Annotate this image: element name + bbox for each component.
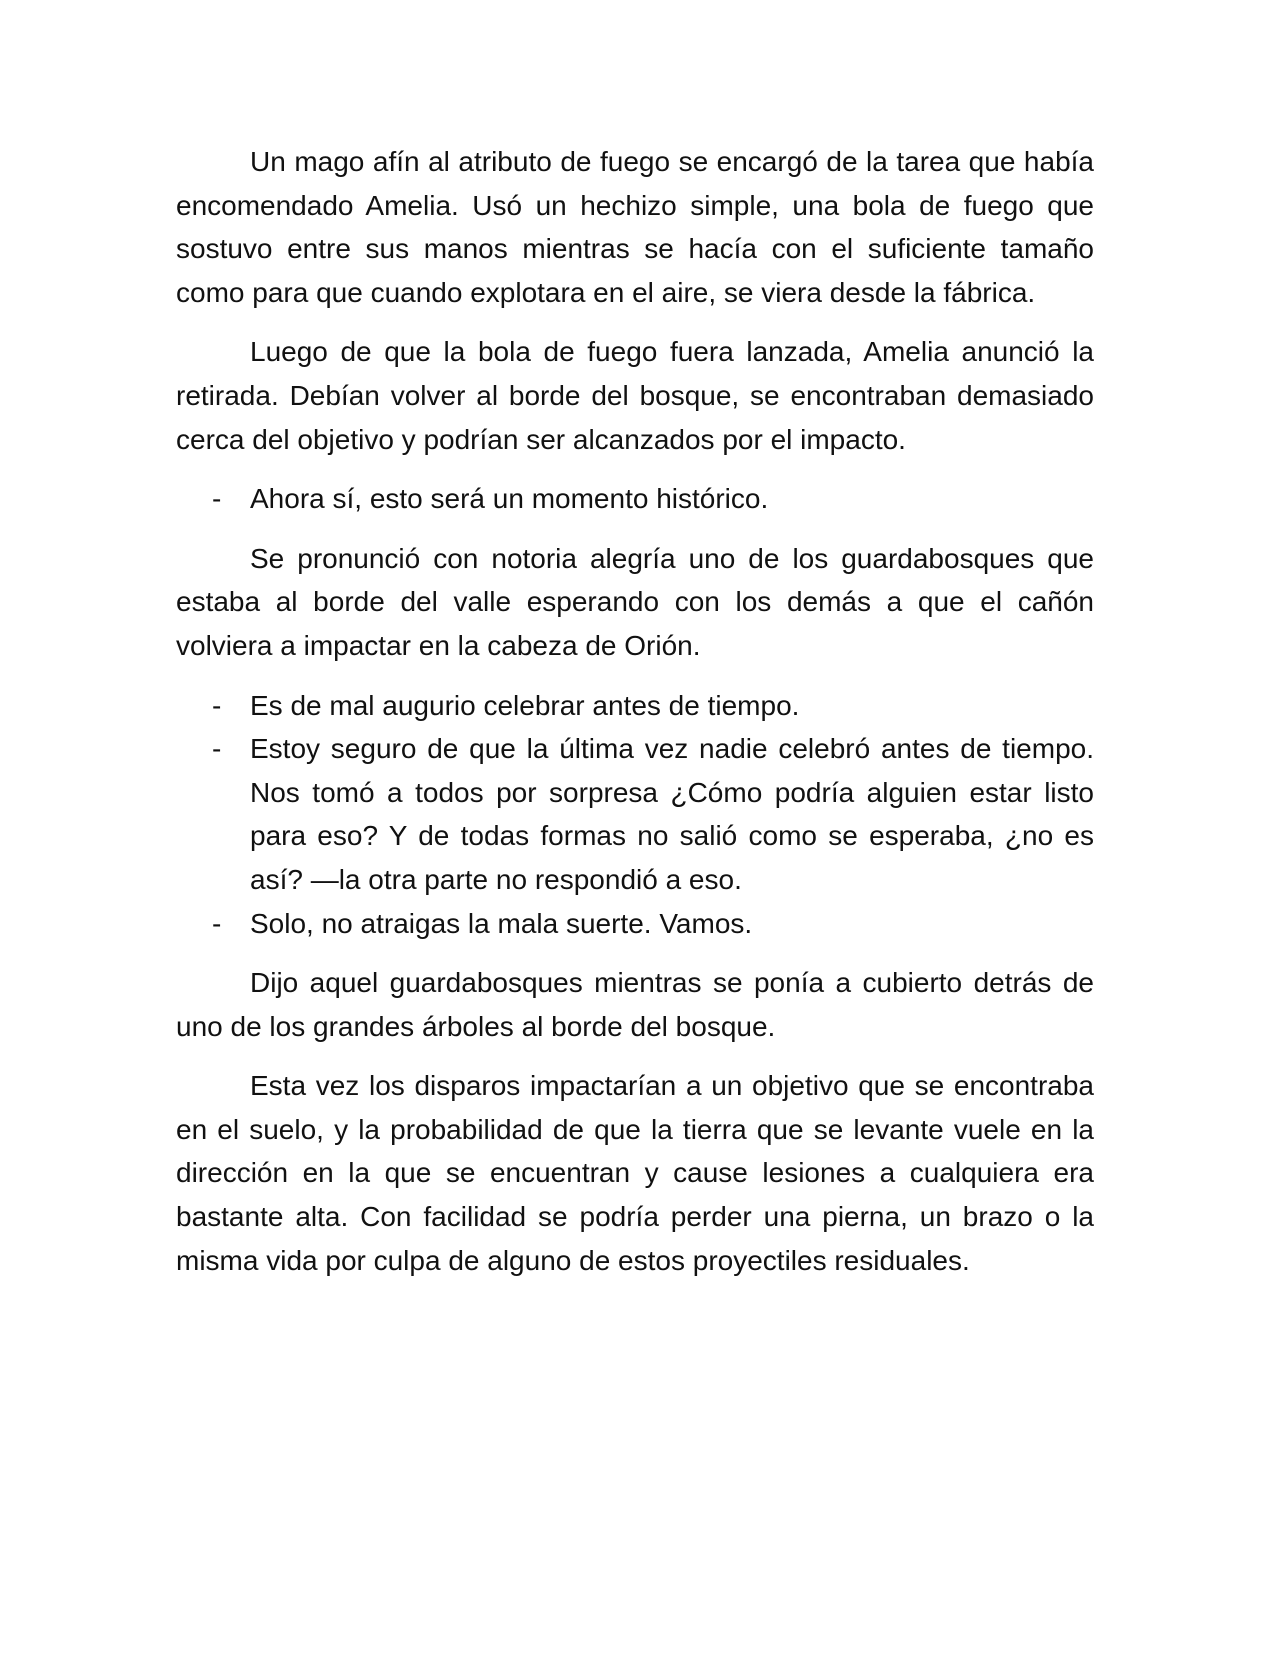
dialogue-dash: - xyxy=(212,907,222,939)
dialogue-text: Ahora sí, esto será un momento histórico. xyxy=(250,483,769,515)
paragraph: Esta vez los disparos impactarían a un objetivo que se encontraba en el suelo, y la probabilidad de que la tierra que se levante vuele en la dirección en la que se encuentran y cause lesiones a cualquiera era bastante alta. Con facilidad se podría perder una pierna, un brazo o la misma vida por culpa de alguno de estos proyectiles residuales. xyxy=(176,1070,1094,1276)
document-page xyxy=(176,140,1094,1298)
dialogue-text: Solo, no atraigas la mala suerte. Vamos. xyxy=(250,907,753,939)
dialogue-line xyxy=(176,477,1094,521)
dialogue-line xyxy=(176,684,1094,728)
dialogue-text: Estoy seguro de que la última vez nadie celebró antes de tiempo. Nos tomó a todos por sorpresa ¿Cómo podría alguien estar listo para eso? Y de todas formas no salió como se esperaba, ¿no es así? —la otra parte no respondió a eso. xyxy=(250,733,1094,895)
dialogue-line xyxy=(176,727,1094,901)
dialogue-dash: - xyxy=(212,733,222,765)
dialogue-group xyxy=(176,684,1094,946)
paragraph: Se pronunció con notoria alegría uno de los guardabosques que estaba al borde del valle esperando con los demás a que el cañón volviera a impactar en la cabeza de Orión. xyxy=(176,542,1094,661)
paragraph: Un mago afín al atributo de fuego se encargó de la tarea que había encomendado Amelia. Usó un hechizo simple, una bola de fuego que sostuvo entre sus manos mientras se hacía con el suficiente tamaño como para que cuando explotara en el aire, se viera desde la fábrica. xyxy=(176,146,1094,308)
dialogue-dash: - xyxy=(212,483,222,515)
dialogue-group xyxy=(176,477,1094,521)
dialogue-text: Es de mal augurio celebrar antes de tiempo. xyxy=(250,689,800,721)
paragraph: Luego de que la bola de fuego fuera lanzada, Amelia anunció la retirada. Debían volver al borde del bosque, se encontraban demasiado cerca del objetivo y podrían ser alcanzados por el impacto. xyxy=(176,336,1094,455)
dialogue-line xyxy=(176,902,1094,946)
dialogue-dash: - xyxy=(212,689,222,721)
paragraph: Dijo aquel guardabosques mientras se ponía a cubierto detrás de uno de los grandes árboles al borde del bosque. xyxy=(176,967,1094,1042)
